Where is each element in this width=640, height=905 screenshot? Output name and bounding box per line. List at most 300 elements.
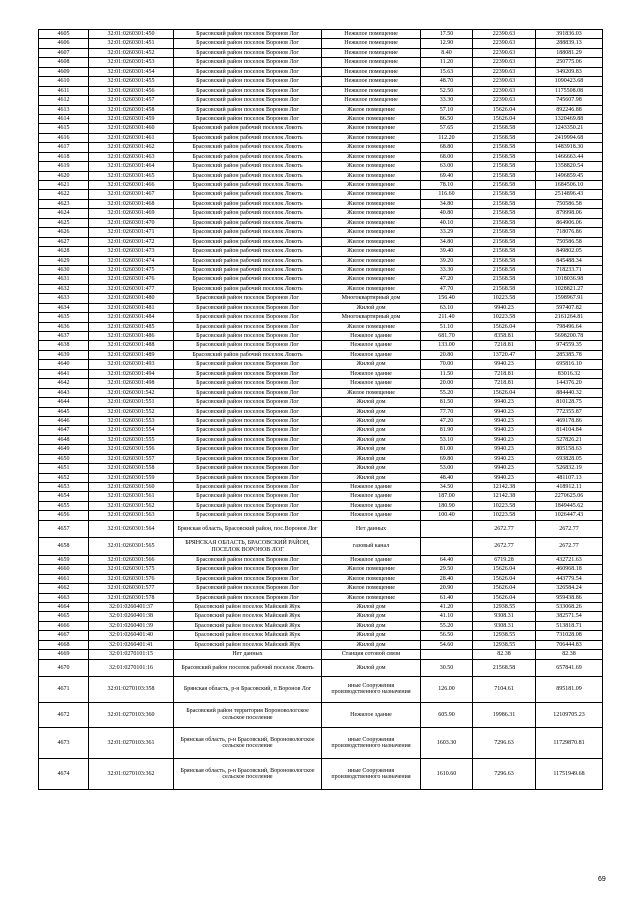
cell-object-type: Нежилое здание (322, 379, 421, 388)
cell-address: Брасовский район поселок Воронов Лог (174, 30, 322, 39)
cell-specific-value: 7218.81 (473, 369, 536, 378)
cell-address: Брасовский район рабочий поселок Локоть (174, 237, 322, 246)
cell-area: 81.50 (421, 398, 473, 407)
cell-object-type: Жилое помещение (322, 114, 421, 123)
cell-area: 29.50 (421, 565, 473, 574)
cell-row-number: 4664 (39, 602, 89, 611)
table-row (39, 631, 603, 640)
cell-specific-value: 82.38 (473, 650, 536, 659)
cell-cadastral-value: 1849445.62 (536, 501, 603, 510)
cell-cadastral-number: 32:01:0260301:554 (89, 426, 174, 435)
cell-specific-value: 10223.58 (473, 501, 536, 510)
cell-specific-value: 9940.23 (473, 360, 536, 369)
cell-cadastral-value: 443779.54 (536, 574, 603, 583)
cell-cadastral-value: 460968.18 (536, 565, 603, 574)
cell-address: БРЯНСКАЯ ОБЛАСТЬ, БРАСОВСКИЙ РАЙОН, ПОСЕЛОК ВОРОНОВ ЛОГ (174, 538, 322, 556)
cell-cadastral-value: 526832.19 (536, 464, 603, 473)
cell-cadastral-value: 1028821.27 (536, 284, 603, 293)
cell-object-type: Жилой дом (322, 407, 421, 416)
cell-cadastral-value: 469178.86 (536, 416, 603, 425)
table-row (39, 332, 603, 341)
cell-specific-value: 22390.63 (473, 77, 536, 86)
cell-specific-value: 10223.58 (473, 294, 536, 303)
cell-address: Брасовский район рабочий поселок Локоть (174, 162, 322, 171)
cell-row-number: 4613 (39, 105, 89, 114)
cell-specific-value: 15626.04 (473, 584, 536, 593)
cell-specific-value: 2672.77 (473, 538, 536, 556)
cell-address: Брасовский район поселок Воронов Лог (174, 341, 322, 350)
cell-specific-value: 21568.58 (473, 284, 536, 293)
cell-area: 100.40 (421, 511, 473, 520)
table-row (39, 492, 603, 501)
cell-cadastral-number: 32:01:0260301:484 (89, 313, 174, 322)
cell-specific-value: 9940.23 (473, 398, 536, 407)
cell-address: Брасовский район рабочий поселок Локоть (174, 209, 322, 218)
cell-object-type: Многоквартирный дом (322, 313, 421, 322)
cell-row-number: 4641 (39, 369, 89, 378)
cell-cadastral-number: 32:01:0260301:480 (89, 294, 174, 303)
cell-row-number: 4646 (39, 416, 89, 425)
cell-address: Брасовский район рабочий поселок Локоть (174, 190, 322, 199)
cell-cadastral-value: 1466663.44 (536, 152, 603, 161)
cell-area: 15.63 (421, 67, 473, 76)
cell-row-number: 4643 (39, 388, 89, 397)
cell-area: 33.29 (421, 228, 473, 237)
cell-cadastral-number: 32:01:0270103:358 (89, 677, 174, 703)
cell-cadastral-number: 32:01:0260301:559 (89, 473, 174, 482)
cell-specific-value: 21568.58 (473, 152, 536, 161)
cell-specific-value: 7296.63 (473, 728, 536, 759)
cell-row-number: 4647 (39, 426, 89, 435)
cell-row-number: 4609 (39, 67, 89, 76)
cell-object-type: Нежилое помещение (322, 96, 421, 105)
cell-row-number: 4651 (39, 464, 89, 473)
table-row (39, 454, 603, 463)
cell-address: Брасовский район поселок Воронов Лог (174, 398, 322, 407)
cell-address: Брасовский район поселок Воронов Лог (174, 464, 322, 473)
cell-row-number: 4610 (39, 77, 89, 86)
cell-cadastral-number: 32:01:0260301:561 (89, 492, 174, 501)
table-row (39, 199, 603, 208)
cell-area: 11.50 (421, 369, 473, 378)
cell-area: 69.80 (421, 454, 473, 463)
cell-specific-value: 12142.38 (473, 492, 536, 501)
cell-object-type: Жилое помещение (322, 133, 421, 142)
cell-object-type: Нежилое помещение (322, 86, 421, 95)
cell-area: 69.40 (421, 171, 473, 180)
cell-area: 112.20 (421, 133, 473, 142)
cell-object-type: Нежилое здание (322, 369, 421, 378)
cell-address: Брасовский район рабочий поселок Локоть (174, 228, 322, 237)
cell-cadastral-number: 32:01:0260301:452 (89, 48, 174, 57)
cell-cadastral-number: 32:01:0260301:463 (89, 152, 174, 161)
cell-cadastral-value: 1026447.43 (536, 511, 603, 520)
table-row (39, 190, 603, 199)
cell-cadastral-value: 745607.98 (536, 96, 603, 105)
cell-object-type: Жилой дом (322, 426, 421, 435)
cell-specific-value: 15626.04 (473, 388, 536, 397)
cell-object-type: Нежилое здание (322, 483, 421, 492)
table-row (39, 501, 603, 510)
cell-address: Брасовский район поселок Воронов Лог (174, 593, 322, 602)
cell-specific-value: 2672.77 (473, 520, 536, 538)
cell-cadastral-number: 32:01:0260301:460 (89, 124, 174, 133)
table-row (39, 511, 603, 520)
cell-object-type: Жилое помещение (322, 228, 421, 237)
cell-row-number: 4645 (39, 407, 89, 416)
cell-cadastral-value: 864906.06 (536, 218, 603, 227)
cell-cadastral-value: 1598967.91 (536, 294, 603, 303)
cell-area: 187.00 (421, 492, 473, 501)
table-row (39, 105, 603, 114)
cell-cadastral-number: 32:01:0260401:40 (89, 631, 174, 640)
cell-area: 33.30 (421, 265, 473, 274)
cell-row-number: 4618 (39, 152, 89, 161)
table-row (39, 593, 603, 602)
cell-cadastral-number: 32:01:0260301:566 (89, 555, 174, 564)
cell-cadastral-value: 1496859.45 (536, 171, 603, 180)
cell-address: Брасовский район поселок Воронов Лог (174, 426, 322, 435)
cell-cadastral-value: 144376.20 (536, 379, 603, 388)
cell-cadastral-number: 32:01:0260301:458 (89, 105, 174, 114)
table-row (39, 322, 603, 331)
cell-cadastral-value: 11751949.68 (536, 759, 603, 790)
cell-row-number: 4635 (39, 313, 89, 322)
cell-cadastral-value: 83016.32 (536, 369, 603, 378)
cell-specific-value: 10223.58 (473, 511, 536, 520)
cell-object-type: Нежилое здание (322, 555, 421, 564)
cell-row-number: 4669 (39, 650, 89, 659)
cell-specific-value: 21568.58 (473, 124, 536, 133)
cell-specific-value: 22390.63 (473, 86, 536, 95)
cell-specific-value: 22390.63 (473, 58, 536, 67)
cell-row-number: 4608 (39, 58, 89, 67)
cell-area: 53.00 (421, 464, 473, 473)
cell-area: 8.40 (421, 48, 473, 57)
cell-object-type: Нежилое помещение (322, 48, 421, 57)
cell-object-type: Жилой дом (322, 360, 421, 369)
cell-object-type: Нежилое помещение (322, 77, 421, 86)
table-row (39, 565, 603, 574)
cell-specific-value: 22390.63 (473, 39, 536, 48)
cell-area (421, 650, 473, 659)
cell-area: 77.70 (421, 407, 473, 416)
cell-row-number: 4661 (39, 574, 89, 583)
cell-address: Брасовский район поселок Воронов Лог (174, 105, 322, 114)
cell-area: 20.00 (421, 379, 473, 388)
cell-area: 33.30 (421, 96, 473, 105)
cell-address: Брасовский район поселок Воронов Лог (174, 473, 322, 482)
table-row (39, 114, 603, 123)
cell-cadastral-value: 533068.26 (536, 602, 603, 611)
cell-object-type: Жилой дом (322, 445, 421, 454)
cell-cadastral-number: 32:01:0260301:468 (89, 199, 174, 208)
cell-specific-value: 22390.63 (473, 30, 536, 39)
cell-row-number: 4657 (39, 520, 89, 538)
cell-cadastral-value: 2672.77 (536, 520, 603, 538)
cell-specific-value: 15626.04 (473, 593, 536, 602)
cell-cadastral-number: 32:01:0260301:454 (89, 67, 174, 76)
cell-cadastral-number: 32:01:0260301:472 (89, 237, 174, 246)
cell-cadastral-value: 432721.63 (536, 555, 603, 564)
cell-specific-value: 21568.58 (473, 659, 536, 677)
cell-object-type: Жилой дом (322, 602, 421, 611)
cell-area (421, 538, 473, 556)
cell-row-number: 4666 (39, 621, 89, 630)
table-row (39, 640, 603, 649)
table-row (39, 473, 603, 482)
cell-row-number: 4636 (39, 322, 89, 331)
cell-row-number: 4660 (39, 565, 89, 574)
cell-address: Брасовский район поселок Воронов Лог (174, 67, 322, 76)
cell-cadastral-value: 695816.10 (536, 360, 603, 369)
cell-specific-value: 15626.04 (473, 322, 536, 331)
cell-row-number: 4625 (39, 218, 89, 227)
cell-address: Брасовский район поселок Воронов Лог (174, 483, 322, 492)
cell-specific-value: 21568.58 (473, 275, 536, 284)
cell-address: Брянская область, р-н Брасовский, Вороновологское сельское поселение (174, 759, 322, 790)
cell-cadastral-number: 32:01:0260301:551 (89, 398, 174, 407)
cell-object-type: Жилое помещение (322, 124, 421, 133)
cell-area: 11.20 (421, 58, 473, 67)
cell-object-type: Многоквартирный дом (322, 294, 421, 303)
cell-specific-value: 9940.23 (473, 426, 536, 435)
cell-object-type: Жилое помещение (322, 574, 421, 583)
cell-address: Брянская область, Брасовский район, пос.Воронов Лог (174, 520, 322, 538)
property-register-table (38, 29, 603, 790)
cell-specific-value: 19986.31 (473, 702, 536, 728)
cell-address: Брасовский район рабочий поселок Локоть (174, 181, 322, 190)
cell-specific-value: 15626.04 (473, 105, 536, 114)
cell-address: Брасовский район рабочий поселок Локоть (174, 247, 322, 256)
cell-specific-value: 21568.58 (473, 228, 536, 237)
table-row (39, 284, 603, 293)
cell-cadastral-number: 32:01:0260301:465 (89, 171, 174, 180)
cell-row-number: 4644 (39, 398, 89, 407)
cell-row-number: 4663 (39, 593, 89, 602)
cell-cadastral-value: 750586.58 (536, 237, 603, 246)
cell-object-type: Жилое помещение (322, 265, 421, 274)
cell-cadastral-value: 288839.13 (536, 39, 603, 48)
cell-address: Брасовский район поселок Воронов Лог (174, 416, 322, 425)
cell-row-number: 4653 (39, 483, 89, 492)
cell-cadastral-value: 657841.69 (536, 659, 603, 677)
cell-area: 47.20 (421, 416, 473, 425)
cell-cadastral-number: 32:01:0260301:470 (89, 218, 174, 227)
table-row (39, 398, 603, 407)
cell-row-number: 4648 (39, 435, 89, 444)
cell-cadastral-value: 2672.77 (536, 538, 603, 556)
cell-address: Брасовский район рабочий поселок Локоть (174, 350, 322, 359)
cell-cadastral-number: 32:01:0260301:577 (89, 584, 174, 593)
cell-area: 34.80 (421, 237, 473, 246)
cell-cadastral-number: 32:01:0260301:564 (89, 520, 174, 538)
cell-cadastral-value: 382571.54 (536, 612, 603, 621)
cell-cadastral-value: 11729870.81 (536, 728, 603, 759)
table-row (39, 360, 603, 369)
cell-specific-value: 21568.58 (473, 265, 536, 274)
cell-address: Брасовский район поселок Воронов Лог (174, 555, 322, 564)
table-row (39, 350, 603, 359)
cell-cadastral-value: 718076.86 (536, 228, 603, 237)
cell-cadastral-number: 32:01:0260301:565 (89, 538, 174, 556)
cell-specific-value: 21568.58 (473, 199, 536, 208)
cell-area: 78.10 (421, 181, 473, 190)
cell-row-number: 4607 (39, 48, 89, 57)
cell-object-type: Нежилое здание (322, 350, 421, 359)
cell-cadastral-value: 1018036.98 (536, 275, 603, 284)
cell-row-number: 4652 (39, 473, 89, 482)
cell-area: 180.90 (421, 501, 473, 510)
table-row (39, 369, 603, 378)
table-row (39, 621, 603, 630)
cell-specific-value: 22390.63 (473, 96, 536, 105)
cell-address: Брасовский район поселок Воронов Лог (174, 303, 322, 312)
cell-cadastral-number: 32:01:0260301:471 (89, 228, 174, 237)
cell-address: Брасовский район рабочий поселок Локоть (174, 133, 322, 142)
cell-cadastral-number: 32:01:0260301:578 (89, 593, 174, 602)
cell-cadastral-value: 1684506.10 (536, 181, 603, 190)
cell-object-type: Нет данных (322, 520, 421, 538)
cell-row-number: 4611 (39, 86, 89, 95)
cell-cadastral-number: 32:01:0260301:466 (89, 181, 174, 190)
cell-specific-value: 9940.23 (473, 303, 536, 312)
cell-specific-value: 21568.58 (473, 256, 536, 265)
cell-cadastral-value: 418912.11 (536, 483, 603, 492)
cell-area: 41.10 (421, 612, 473, 621)
cell-object-type: Нежилое здание (322, 702, 421, 728)
table-row (39, 483, 603, 492)
table-row (39, 650, 603, 659)
cell-object-type: Нежилое здание (322, 501, 421, 510)
cell-cadastral-value: 2270625.06 (536, 492, 603, 501)
table-row (39, 388, 603, 397)
cell-row-number: 4619 (39, 162, 89, 171)
cell-cadastral-value: 849802.05 (536, 247, 603, 256)
cell-row-number: 4673 (39, 728, 89, 759)
cell-cadastral-value: 959438.86 (536, 593, 603, 602)
table-row (39, 96, 603, 105)
cell-object-type: Жилое помещение (322, 565, 421, 574)
cell-area: 61.40 (421, 593, 473, 602)
cell-cadastral-value: 1483918.30 (536, 143, 603, 152)
cell-row-number: 4665 (39, 612, 89, 621)
cell-area: 116.60 (421, 190, 473, 199)
cell-address: Брасовский район поселок Воронов Лог (174, 379, 322, 388)
cell-row-number: 4649 (39, 445, 89, 454)
cell-row-number: 4626 (39, 228, 89, 237)
cell-area: 51.10 (421, 322, 473, 331)
cell-row-number: 4668 (39, 640, 89, 649)
cell-area (421, 520, 473, 538)
cell-cadastral-number: 32:01:0260301:464 (89, 162, 174, 171)
cell-cadastral-number: 32:01:0260301:455 (89, 77, 174, 86)
cell-specific-value: 21568.58 (473, 181, 536, 190)
cell-cadastral-number: 32:01:0260401:38 (89, 612, 174, 621)
cell-specific-value: 8358.81 (473, 332, 536, 341)
cell-object-type: Жилой дом (322, 612, 421, 621)
cell-specific-value: 7104.61 (473, 677, 536, 703)
cell-row-number: 4634 (39, 303, 89, 312)
cell-cadastral-value: 285385.78 (536, 350, 603, 359)
cell-area: 64.40 (421, 555, 473, 564)
cell-cadastral-number: 32:01:0260301:462 (89, 143, 174, 152)
table-row (39, 303, 603, 312)
cell-object-type: Жилой дом (322, 640, 421, 649)
table-row (39, 265, 603, 274)
cell-specific-value: 21568.58 (473, 133, 536, 142)
cell-area: 68.80 (421, 143, 473, 152)
cell-row-number: 4633 (39, 294, 89, 303)
cell-row-number: 4624 (39, 209, 89, 218)
cell-specific-value: 22390.63 (473, 48, 536, 57)
cell-area: 41.20 (421, 602, 473, 611)
cell-address: Брасовский район поселок Воронов Лог (174, 322, 322, 331)
cell-address: Брасовский район рабочий поселок Локоть (174, 199, 322, 208)
table-row (39, 416, 603, 425)
cell-cadastral-number: 32:01:0260301:486 (89, 332, 174, 341)
cell-area: 48.70 (421, 77, 473, 86)
cell-row-number: 4622 (39, 190, 89, 199)
cell-area: 47.70 (421, 284, 473, 293)
cell-row-number: 4639 (39, 350, 89, 359)
cell-cadastral-value: 250775.06 (536, 58, 603, 67)
cell-cadastral-value: 750586.58 (536, 199, 603, 208)
cell-row-number: 4615 (39, 124, 89, 133)
cell-cadastral-value: 1358820.54 (536, 162, 603, 171)
cell-area: 20.90 (421, 584, 473, 593)
cell-object-type: Жилое помещение (322, 218, 421, 227)
cell-cadastral-number: 32:01:0260301:473 (89, 247, 174, 256)
cell-cadastral-value: 1090423.68 (536, 77, 603, 86)
cell-cadastral-value: 805158.63 (536, 445, 603, 454)
table-row (39, 574, 603, 583)
table-row (39, 171, 603, 180)
cell-object-type: иные Сооружения производственного назначения (322, 677, 421, 703)
cell-specific-value: 21568.58 (473, 162, 536, 171)
cell-object-type: Жилой дом (322, 435, 421, 444)
cell-area: 48.40 (421, 473, 473, 482)
cell-object-type: Нежилое здание (322, 341, 421, 350)
cell-cadastral-number: 32:01:0260301:476 (89, 275, 174, 284)
cell-cadastral-value: 188081.29 (536, 48, 603, 57)
cell-row-number: 4623 (39, 199, 89, 208)
table-row (39, 426, 603, 435)
cell-row-number: 4650 (39, 454, 89, 463)
cell-object-type: иные Сооружения производственного назначения (322, 728, 421, 759)
cell-cadastral-number: 32:01:0260301:575 (89, 565, 174, 574)
cell-cadastral-number: 32:01:0260301:450 (89, 30, 174, 39)
cell-cadastral-number: 32:01:0270103:362 (89, 759, 174, 790)
cell-object-type: Жилое помещение (322, 190, 421, 199)
cell-area: 20.80 (421, 350, 473, 359)
cell-row-number: 4671 (39, 677, 89, 703)
cell-cadastral-value: 391836.03 (536, 30, 603, 39)
cell-object-type: Нежилое помещение (322, 67, 421, 76)
cell-cadastral-value: 810128.75 (536, 398, 603, 407)
cell-cadastral-number: 32:01:0260301:576 (89, 574, 174, 583)
cell-address: Брасовский район поселок Воронов Лог (174, 388, 322, 397)
table-row (39, 407, 603, 416)
cell-cadastral-number: 32:01:0260301:542 (89, 388, 174, 397)
cell-area: 681.70 (421, 332, 473, 341)
cell-object-type: Нежилое здание (322, 332, 421, 341)
cell-cadastral-value: 326584.24 (536, 584, 603, 593)
cell-row-number: 4612 (39, 96, 89, 105)
cell-specific-value: 12142.38 (473, 483, 536, 492)
table-row (39, 275, 603, 284)
cell-address: Брасовский район поселок Воронов Лог (174, 360, 322, 369)
